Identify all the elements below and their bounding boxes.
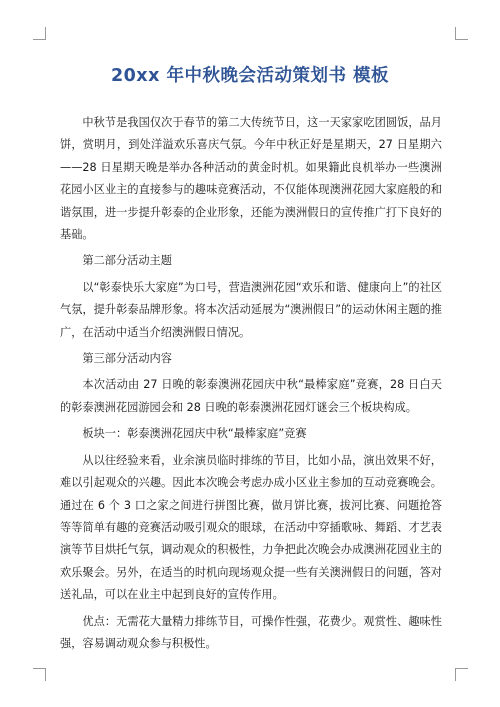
section-heading-content: 第三部分活动内容: [82, 352, 172, 366]
paragraph-content: 本次活动由 27 日晚的彰泰澳洲花园庆中秋“最棒家庭”竞赛，28 日白天的彰泰澳洲花园游园会和 28 日晚的彰泰澳洲花园灯谜会三个板块构成。: [60, 378, 442, 414]
section-heading-theme: 第二部分活动主题: [82, 254, 172, 268]
corner-mark-bottom-left: [33, 668, 46, 681]
subsection-heading-block-one: 板块一：彰泰澳洲花园庆中秋“最棒家庭”竞赛: [82, 427, 307, 441]
paragraph-intro: 中秋节是我国仅次于春节的第二大传统节日，这一天家家吃团圆饭，品月饼，赏明月，到处洋溢欢乐喜庆气氛。今年中秋正好是星期天，27 日星期六——28 日星期天晚是举办各种活动的黄金时机。如果籍此良机举办一些澳洲花园小区业主的直接参与的趣味竞赛活动，不仅能体现澳洲花园大家庭般的和谐氛围，进一步提升彰泰的企业形象，还能为澳洲假日的宣传推广打下良好的基础。: [60, 116, 442, 242]
paragraph-block-one: 从以往经验来看，业余演员临时排练的节目，比如小品，演出效果不好，难以引起观众的兴趣。因此本次晚会考虑办成小区业主参加的互动竞赛晚会。通过在 6 个 3 口之家之间进行拼图比赛，做月饼比赛，拔河比赛、问题抢答等等简单有趣的竞赛活动吸引观众的眼球，在活动中穿插歌咏、舞蹈、才艺表演等节目烘托气氛，调动观众的积极性，力争把此次晚会办成澳洲花园业主的欢乐聚会。另外，在适当的时机向现场观众提一些有关澳洲假日的问题，答对送礼品，可以在业主中起到良好的宣传作用。: [60, 453, 442, 602]
corner-mark-bottom-right: [455, 668, 468, 681]
paragraph-advantages: 优点：无需花大量精力排练节目，可操作性强，花费少。观赏性、趣味性强，容易调动观众参与积极性。: [60, 614, 442, 650]
document-body: [60, 112, 442, 655]
corner-mark-top-left: [33, 27, 46, 40]
document-title: 20xx 年中秋晚会活动策划书 模板: [110, 66, 390, 86]
corner-mark-top-right: [455, 27, 468, 40]
paragraph-theme: 以“彰泰快乐大家庭”为口号，营造澳洲花园“欢乐和谐、健康向上”的社区气氛，提升彰泰品牌形象。将本次活动延展为“澳洲假日”的运动休闲主题的推广，在活动中适当介绍澳洲假日情况。: [60, 280, 442, 339]
